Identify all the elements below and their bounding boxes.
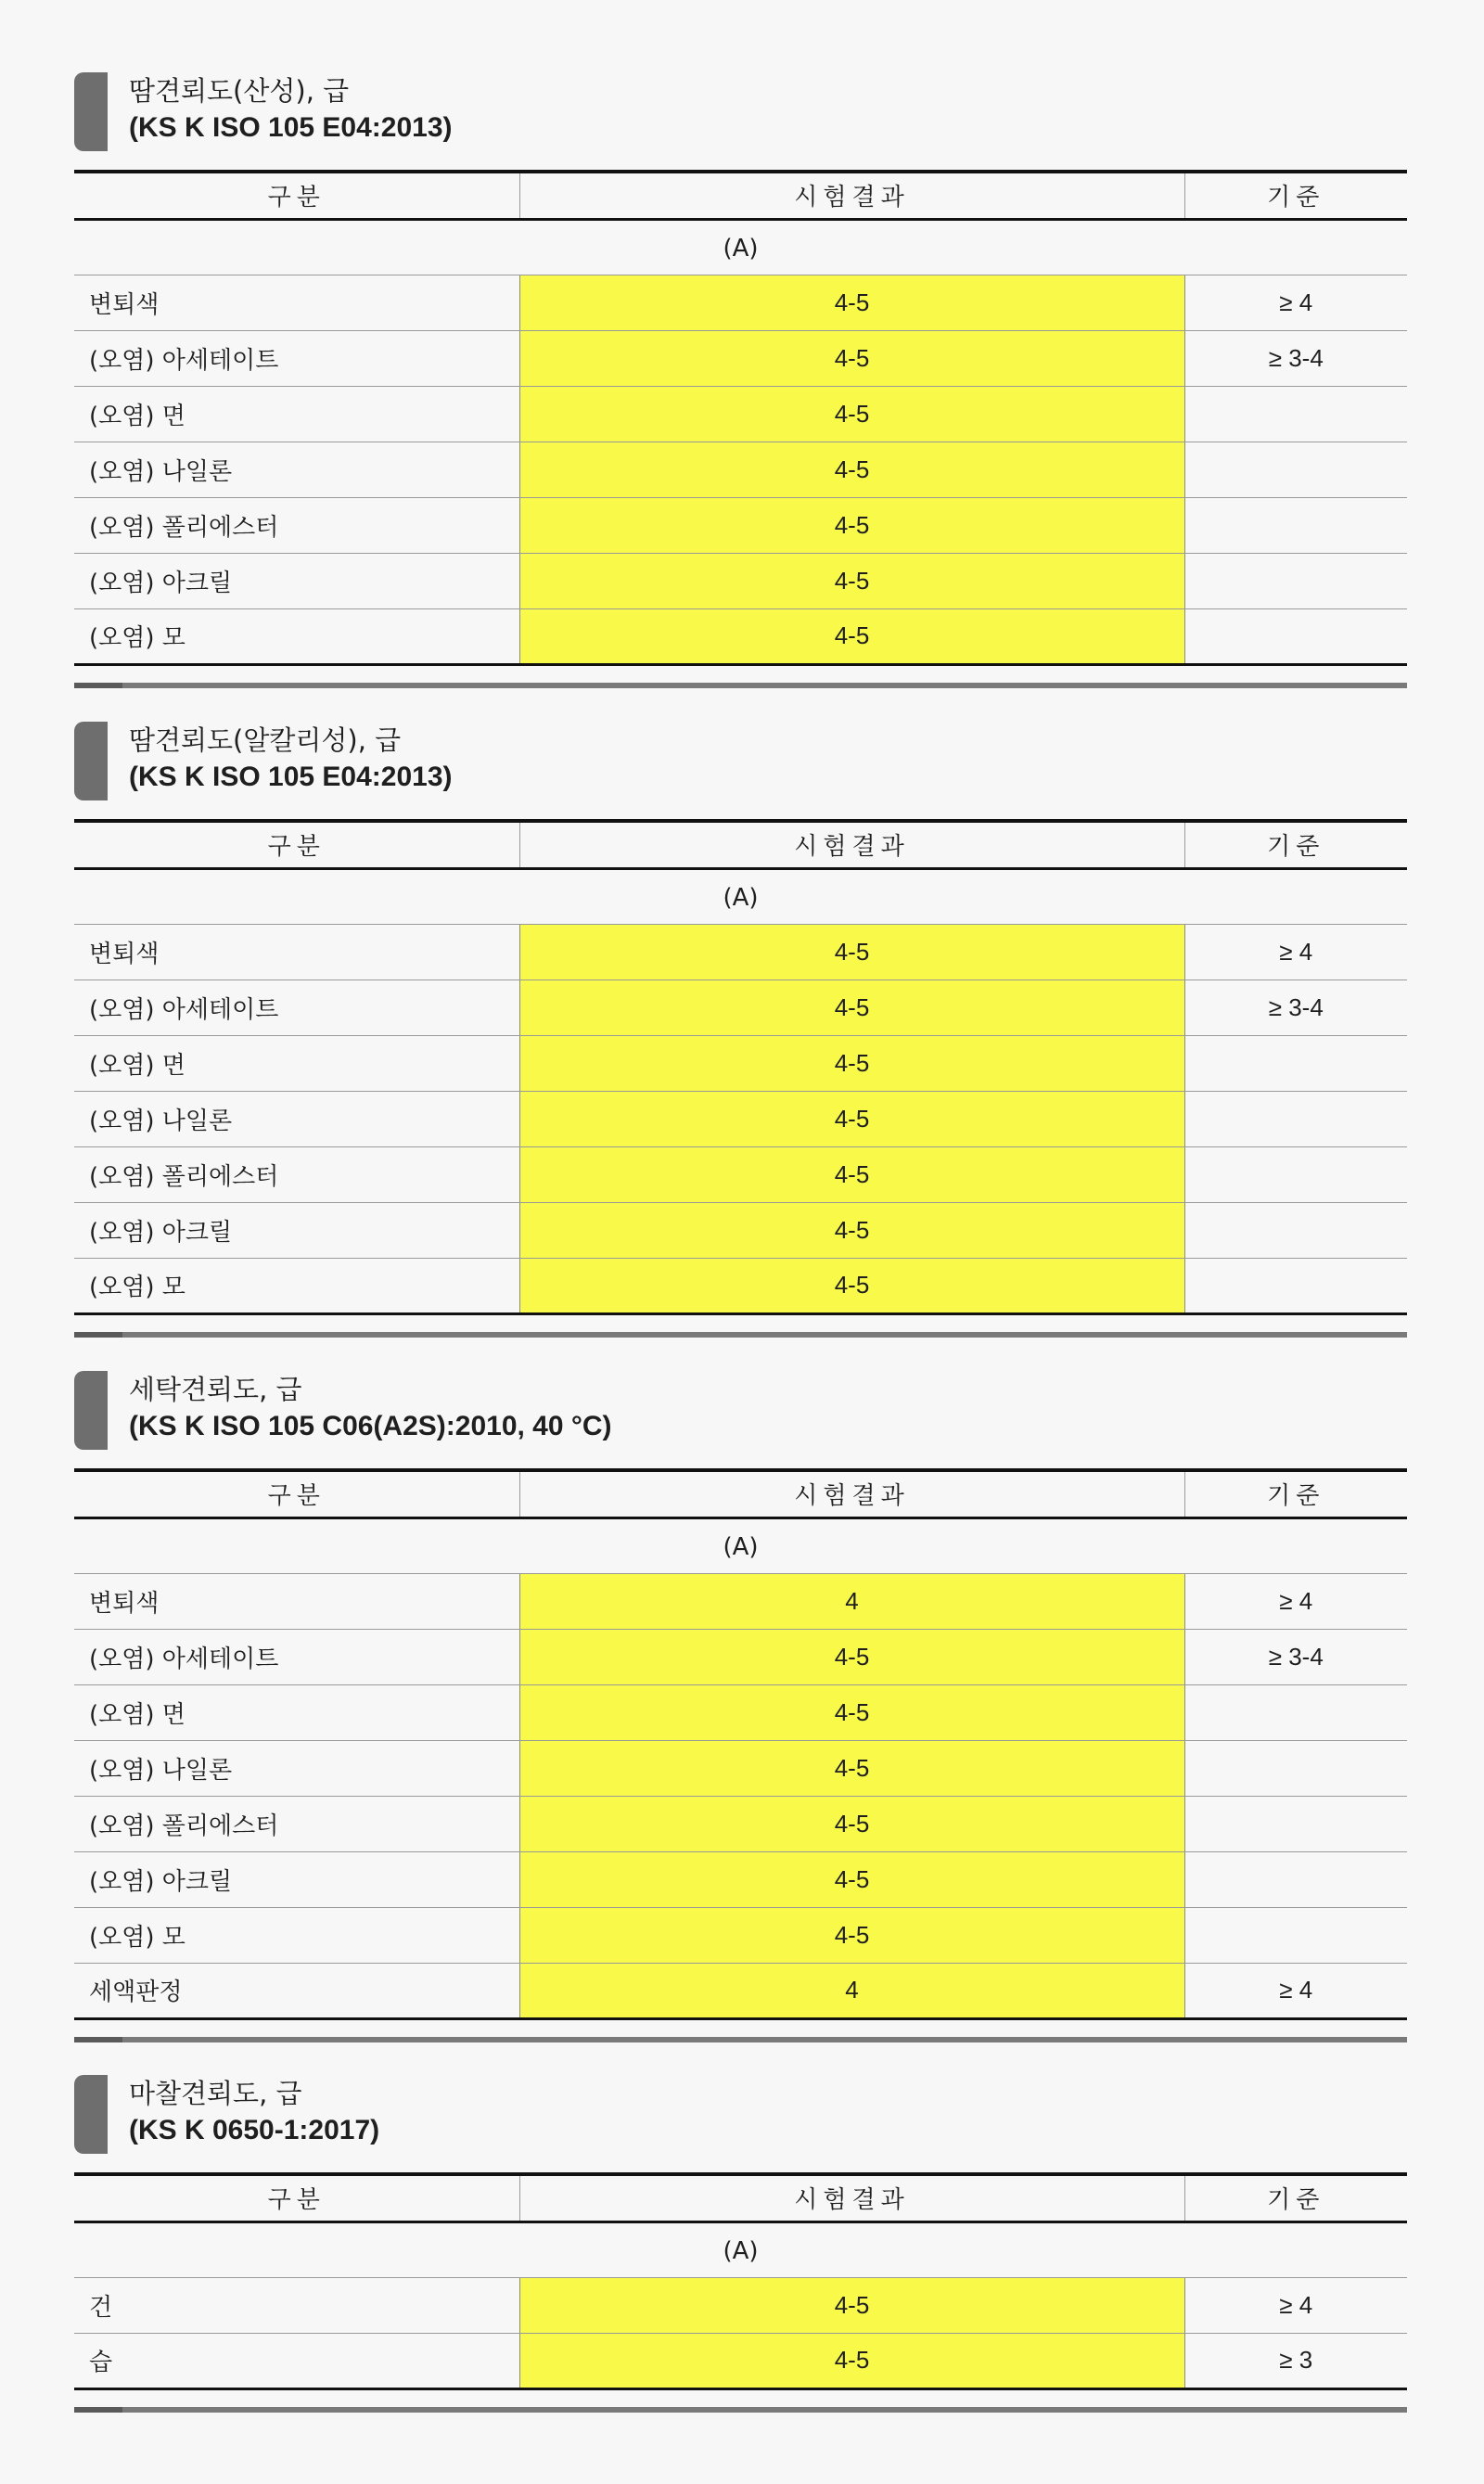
row-standard (1184, 1851, 1407, 1907)
row-value: 4-5 (519, 1629, 1184, 1684)
section-divider (74, 2037, 1407, 2042)
table-row (74, 1202, 1407, 1258)
row-label: (오염) 면 (74, 1684, 519, 1740)
table-header-row (74, 172, 1407, 219)
row-value: 4-5 (519, 1091, 1184, 1146)
row-standard (1184, 1740, 1407, 1796)
section-divider (74, 1332, 1407, 1338)
row-value: 4-5 (519, 442, 1184, 497)
row-value: 4-5 (519, 1740, 1184, 1796)
table-row (74, 1573, 1407, 1629)
row-label: (오염) 아크릴 (74, 1202, 519, 1258)
header-category: 구분 (74, 2174, 519, 2222)
row-value: 4-5 (519, 386, 1184, 442)
section-header (74, 72, 1407, 151)
sample-label: (A) (723, 883, 759, 912)
section-subtitle: (KS K ISO 105 C06(A2S):2010, 40 °C) (129, 1411, 612, 1441)
row-label: (오염) 아세테이트 (74, 980, 519, 1035)
row-label: (오염) 아세테이트 (74, 1629, 519, 1684)
row-standard (1184, 1091, 1407, 1146)
row-label: (오염) 아크릴 (74, 553, 519, 608)
table-row (74, 1146, 1407, 1202)
row-value: 4-5 (519, 1796, 1184, 1851)
row-label: (오염) 폴리에스터 (74, 1146, 519, 1202)
row-label: 세액판정 (74, 1963, 519, 2018)
row-label: (오염) 나일론 (74, 442, 519, 497)
row-label: (오염) 나일론 (74, 1091, 519, 1146)
row-standard: ≥ 3-4 (1184, 980, 1407, 1035)
header-category: 구분 (74, 172, 519, 219)
row-value: 4-5 (519, 330, 1184, 386)
row-standard (1184, 1202, 1407, 1258)
row-standard: ≥ 4 (1184, 275, 1407, 330)
row-standard: ≥ 4 (1184, 2277, 1407, 2333)
row-standard: ≥ 4 (1184, 1963, 1407, 2018)
row-value: 4-5 (519, 1851, 1184, 1907)
row-standard (1184, 1684, 1407, 1740)
table-header-row (74, 821, 1407, 868)
section-title: 세탁견뢰도, 급 (129, 1374, 302, 1405)
row-value: 4-5 (519, 497, 1184, 553)
table-row (74, 1684, 1407, 1740)
table-row (74, 1740, 1407, 1796)
sample-row (74, 2222, 1407, 2277)
table-header-row (74, 2174, 1407, 2222)
table-row (74, 1851, 1407, 1907)
header-result: 시험결과 (519, 172, 1184, 219)
row-standard (1184, 608, 1407, 664)
row-standard (1184, 497, 1407, 553)
table-row (74, 2333, 1407, 2388)
sample-row (74, 219, 1407, 275)
table-row (74, 553, 1407, 608)
header-result: 시험결과 (519, 821, 1184, 868)
results-table (74, 170, 1407, 666)
row-label: 변퇴색 (74, 1573, 519, 1629)
row-label: 변퇴색 (74, 924, 519, 980)
row-value: 4 (519, 1573, 1184, 1629)
row-value: 4-5 (519, 1146, 1184, 1202)
section-header (74, 722, 1407, 800)
table-row (74, 497, 1407, 553)
row-value: 4-5 (519, 1907, 1184, 1963)
header-standard: 기준 (1184, 172, 1407, 219)
row-standard (1184, 1258, 1407, 1313)
row-value: 4-5 (519, 980, 1184, 1035)
section-divider (74, 2407, 1407, 2413)
row-standard (1184, 553, 1407, 608)
row-value: 4-5 (519, 1684, 1184, 1740)
section-title: 마찰견뢰도, 급 (129, 2078, 302, 2109)
row-standard (1184, 1907, 1407, 1963)
table-row (74, 980, 1407, 1035)
sample-row (74, 1517, 1407, 1573)
header-category: 구분 (74, 1470, 519, 1517)
row-standard (1184, 1035, 1407, 1091)
row-label: (오염) 아크릴 (74, 1851, 519, 1907)
row-label: (오염) 나일론 (74, 1740, 519, 1796)
header-standard: 기준 (1184, 821, 1407, 868)
row-label: (오염) 모 (74, 608, 519, 664)
row-value: 4-5 (519, 608, 1184, 664)
sample-label: (A) (723, 1532, 759, 1561)
section-marker (74, 722, 108, 800)
table-row (74, 1907, 1407, 1963)
section-header (74, 1371, 1407, 1450)
table-row (74, 608, 1407, 664)
section-header (74, 2075, 1407, 2154)
results-table (74, 2172, 1407, 2390)
table-row (74, 330, 1407, 386)
row-value: 4-5 (519, 553, 1184, 608)
row-standard: ≥ 4 (1184, 1573, 1407, 1629)
section-title: 땀견뢰도(알칼리성), 급 (129, 724, 402, 756)
table-row (74, 442, 1407, 497)
section-title: 땀견뢰도(산성), 급 (129, 75, 350, 107)
header-standard: 기준 (1184, 1470, 1407, 1517)
section-washing (74, 1371, 1407, 2042)
section-perspiration-alkaline (74, 722, 1407, 1338)
table-header-row (74, 1470, 1407, 1517)
sample-label: (A) (723, 234, 759, 262)
row-value: 4-5 (519, 2333, 1184, 2388)
header-standard: 기준 (1184, 2174, 1407, 2222)
row-label: (오염) 모 (74, 1258, 519, 1313)
section-subtitle: (KS K ISO 105 E04:2013) (129, 112, 453, 143)
row-value: 4-5 (519, 924, 1184, 980)
row-value: 4 (519, 1963, 1184, 2018)
row-standard: ≥ 3 (1184, 2333, 1407, 2388)
section-marker (74, 72, 108, 151)
row-value: 4-5 (519, 1202, 1184, 1258)
table-row (74, 2277, 1407, 2333)
results-table (74, 1468, 1407, 2020)
section-marker (74, 2075, 108, 2154)
row-label: (오염) 면 (74, 386, 519, 442)
table-row (74, 1258, 1407, 1313)
section-rubbing (74, 2075, 1407, 2413)
row-standard (1184, 386, 1407, 442)
table-row (74, 386, 1407, 442)
section-subtitle: (KS K ISO 105 E04:2013) (129, 762, 453, 792)
table-row (74, 1796, 1407, 1851)
row-value: 4-5 (519, 2277, 1184, 2333)
table-row (74, 1035, 1407, 1091)
row-standard (1184, 1796, 1407, 1851)
table-row (74, 1629, 1407, 1684)
row-label: 변퇴색 (74, 275, 519, 330)
row-standard: ≥ 3-4 (1184, 1629, 1407, 1684)
row-label: (오염) 면 (74, 1035, 519, 1091)
row-value: 4-5 (519, 1258, 1184, 1313)
sample-label: (A) (723, 2236, 759, 2265)
header-result: 시험결과 (519, 2174, 1184, 2222)
row-label: (오염) 폴리에스터 (74, 1796, 519, 1851)
row-label: (오염) 아세테이트 (74, 330, 519, 386)
sample-row (74, 868, 1407, 924)
table-row (74, 1963, 1407, 2018)
row-label: 건 (74, 2277, 519, 2333)
row-label: 습 (74, 2333, 519, 2388)
row-value: 4-5 (519, 1035, 1184, 1091)
section-perspiration-acid (74, 72, 1407, 688)
section-marker (74, 1371, 108, 1450)
row-label: (오염) 모 (74, 1907, 519, 1963)
row-standard (1184, 442, 1407, 497)
section-divider (74, 683, 1407, 688)
header-category: 구분 (74, 821, 519, 868)
section-subtitle: (KS K 0650-1:2017) (129, 2115, 380, 2145)
row-standard: ≥ 4 (1184, 924, 1407, 980)
results-table (74, 819, 1407, 1315)
header-result: 시험결과 (519, 1470, 1184, 1517)
row-standard (1184, 1146, 1407, 1202)
row-label: (오염) 폴리에스터 (74, 497, 519, 553)
row-value: 4-5 (519, 275, 1184, 330)
table-row (74, 924, 1407, 980)
row-standard: ≥ 3-4 (1184, 330, 1407, 386)
table-row (74, 1091, 1407, 1146)
table-row (74, 275, 1407, 330)
